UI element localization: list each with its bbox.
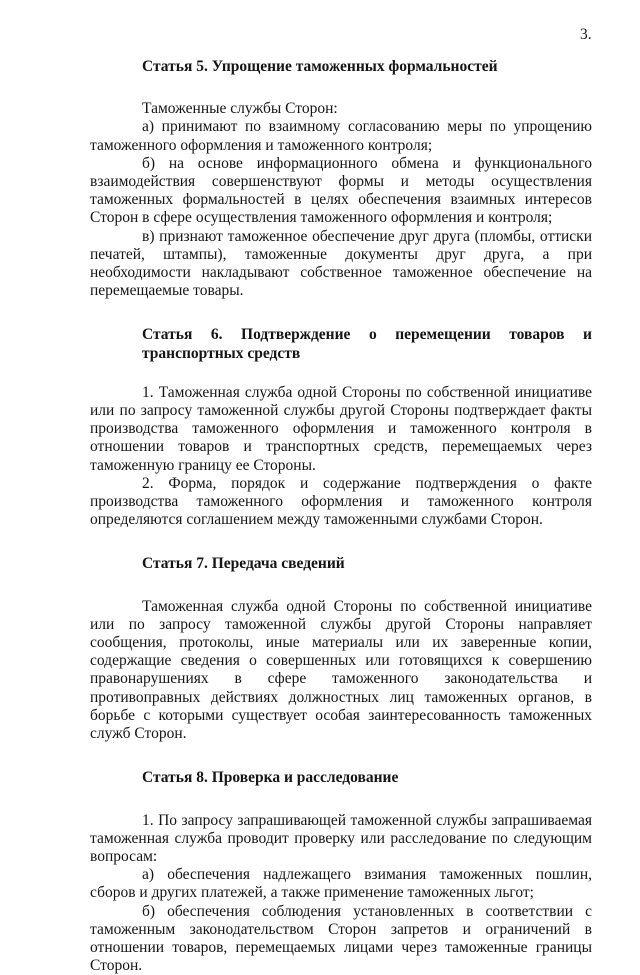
paragraph: 2. Форма, порядок и содержание подтверждения о факте производства таможенного оформления и таможенного контроля определяются соглашением между таможенными службами Сторон. [90, 474, 592, 529]
page-number: 3. [580, 26, 592, 43]
article-5 [90, 58, 592, 300]
article-8 [90, 769, 592, 975]
article-title: Статья 5. Упрощение таможенных формальностей [142, 58, 498, 75]
article-6 [90, 326, 592, 529]
article-title: Статья 6. Подтверждение о перемещении товаров и транспортных средств [142, 326, 592, 362]
article-7 [90, 555, 592, 743]
paragraph: 1. По запросу запрашивающей таможенной службы запрашиваемая таможенная служба проводит проверку или расследование по следующим вопросам: [90, 811, 592, 865]
document-body [90, 58, 592, 975]
paragraph: в) признают таможенное обеспечение друг друга (пломбы, оттиски печатей, штампы), таможенные документы друг друга, а при необходимости накладывают собственное таможенное обеспечение на перемещаемые товары. [90, 227, 592, 300]
paragraph: Таможенные службы Сторон: [142, 100, 338, 118]
paragraph: б) на основе информационного обмена и функционального взаимодействия совершенствуют формы и методы осуществления таможенных формальностей в целях обеспечения взаимных интересов Сторон в сфере осуществления таможенного оформления и контроля; [90, 154, 592, 227]
article-title: Статья 7. Передача сведений [142, 555, 345, 573]
paragraph: а) принимают по взаимному согласованию меры по упрощению таможенного оформления и таможенного контроля; [90, 118, 592, 154]
paragraph: Таможенная служба одной Стороны по собственной инициативе или по запросу таможенной службы другой Стороны направляет сообщения, протоколы, иные материалы или их заверенные копии, содержащие сведения о совершенных или готовящихся к совершению правонарушениях в сфере таможенного законодательства и противоправных действиях должностных лиц таможенных органов, в борьбе с которыми существует особая заинтересованность таможенных служб Сторон. [90, 597, 592, 743]
paragraph: 1. Таможенная служба одной Стороны по собственной инициативе или по запросу таможенной службы другой Стороны подтверждает факты производства таможенного оформления и таможенного контроля в отношении товаров и транспортных средств, перемещаемых через таможенную границу ее Стороны. [90, 383, 592, 474]
paragraph: а) обеспечения надлежащего взимания таможенных пошлин, сборов и других платежей, а также применение таможенных льгот; [90, 866, 592, 902]
paragraph: б) обеспечения соблюдения установленных в соответствии с таможенным законодательством Сторон запретов и ограничений в отношении товаров, перемещаемых лицами через таможенные границы Сторон. [90, 902, 592, 975]
article-title: Статья 8. Проверка и расследование [142, 769, 399, 787]
